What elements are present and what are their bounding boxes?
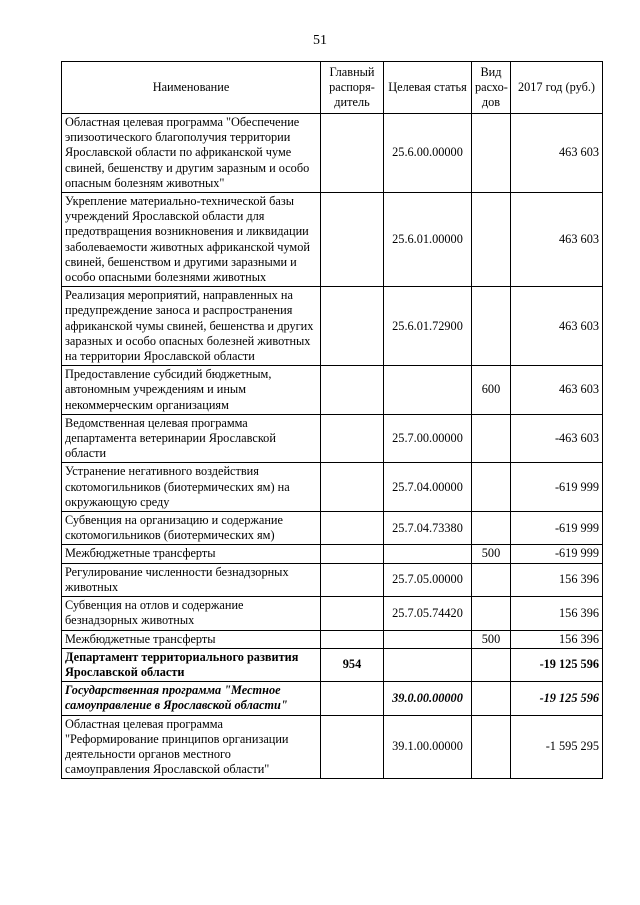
budget-table bbox=[61, 61, 603, 779]
table-row bbox=[62, 512, 603, 545]
cell-expense-type bbox=[472, 287, 511, 366]
table-row bbox=[62, 193, 603, 287]
cell-amount: -1 595 295 bbox=[511, 715, 603, 779]
table-row bbox=[62, 545, 603, 563]
cell-chief-admin bbox=[321, 287, 384, 366]
cell-amount: -19 125 596 bbox=[511, 682, 603, 715]
header-chief-admin: Главный распоря-дитель bbox=[321, 62, 384, 114]
cell-amount: -619 999 bbox=[511, 512, 603, 545]
header-name: Наименование bbox=[62, 62, 321, 114]
cell-amount: 463 603 bbox=[511, 287, 603, 366]
table-row bbox=[62, 682, 603, 715]
cell-target-article: 25.6.01.72900 bbox=[384, 287, 472, 366]
cell-chief-admin bbox=[321, 563, 384, 596]
cell-expense-type bbox=[472, 648, 511, 681]
cell-expense-type bbox=[472, 715, 511, 779]
cell-expense-type bbox=[472, 414, 511, 463]
cell-chief-admin bbox=[321, 193, 384, 287]
table-row bbox=[62, 597, 603, 630]
cell-chief-admin bbox=[321, 630, 384, 648]
cell-chief-admin bbox=[321, 715, 384, 779]
cell-chief-admin bbox=[321, 545, 384, 563]
cell-amount: 463 603 bbox=[511, 193, 603, 287]
cell-amount: 156 396 bbox=[511, 597, 603, 630]
cell-name: Государственная программа "Местное самоуправление в Ярославской области" bbox=[62, 682, 321, 715]
cell-target-article bbox=[384, 630, 472, 648]
cell-name: Межбюджетные трансферты bbox=[62, 545, 321, 563]
cell-name: Областная целевая программа "Реформирование принципов организации деятельности органов местного самоуправления Ярославской области" bbox=[62, 715, 321, 779]
cell-expense-type: 500 bbox=[472, 630, 511, 648]
table-row bbox=[62, 366, 603, 415]
cell-target-article: 39.0.00.00000 bbox=[384, 682, 472, 715]
table-row bbox=[62, 414, 603, 463]
cell-chief-admin: 954 bbox=[321, 648, 384, 681]
cell-target-article: 39.1.00.00000 bbox=[384, 715, 472, 779]
cell-target-article: 25.7.05.00000 bbox=[384, 563, 472, 596]
cell-expense-type bbox=[472, 463, 511, 512]
table-row bbox=[62, 715, 603, 779]
cell-name: Устранение негативного воздействия скотомогильников (биотермических ям) на окружающую среду bbox=[62, 463, 321, 512]
cell-expense-type bbox=[472, 512, 511, 545]
cell-name: Регулирование численности безнадзорных животных bbox=[62, 563, 321, 596]
cell-name: Реализация мероприятий, направленных на предупреждение заноса и распространения африканской чумы свиней, бешенства и других заразных и особо опасных болезней животных на территории Ярославской области bbox=[62, 287, 321, 366]
cell-expense-type bbox=[472, 193, 511, 287]
cell-chief-admin bbox=[321, 366, 384, 415]
cell-amount: 463 603 bbox=[511, 114, 603, 193]
cell-chief-admin bbox=[321, 682, 384, 715]
cell-target-article: 25.7.04.73380 bbox=[384, 512, 472, 545]
header-expense-type: Вид расхо-дов bbox=[472, 62, 511, 114]
cell-target-article: 25.7.04.00000 bbox=[384, 463, 472, 512]
table-row bbox=[62, 287, 603, 366]
cell-amount: -619 999 bbox=[511, 545, 603, 563]
cell-chief-admin bbox=[321, 512, 384, 545]
cell-name: Ведомственная целевая программа департамента ветеринарии Ярославской области bbox=[62, 414, 321, 463]
cell-expense-type bbox=[472, 563, 511, 596]
cell-name: Субвенция на организацию и содержание скотомогильников (биотермических ям) bbox=[62, 512, 321, 545]
cell-amount: 156 396 bbox=[511, 630, 603, 648]
cell-target-article: 25.6.01.00000 bbox=[384, 193, 472, 287]
cell-chief-admin bbox=[321, 414, 384, 463]
cell-chief-admin bbox=[321, 463, 384, 512]
cell-name: Предоставление субсидий бюджетным, автономным учреждениям и иным некоммерческим организациям bbox=[62, 366, 321, 415]
cell-amount: -463 603 bbox=[511, 414, 603, 463]
cell-target-article: 25.7.05.74420 bbox=[384, 597, 472, 630]
cell-name: Областная целевая программа "Обеспечение эпизоотического благополучия территории Ярославской области по африканской чуме свиней, бешенству и другим заразным и особо опасным болезням животных" bbox=[62, 114, 321, 193]
table-row bbox=[62, 114, 603, 193]
cell-expense-type: 600 bbox=[472, 366, 511, 415]
cell-target-article: 25.6.00.00000 bbox=[384, 114, 472, 193]
cell-chief-admin bbox=[321, 597, 384, 630]
cell-target-article bbox=[384, 545, 472, 563]
cell-amount: 156 396 bbox=[511, 563, 603, 596]
cell-amount: 463 603 bbox=[511, 366, 603, 415]
cell-expense-type bbox=[472, 597, 511, 630]
table-row bbox=[62, 630, 603, 648]
table-row bbox=[62, 563, 603, 596]
cell-name: Межбюджетные трансферты bbox=[62, 630, 321, 648]
cell-target-article: 25.7.00.00000 bbox=[384, 414, 472, 463]
cell-target-article bbox=[384, 648, 472, 681]
cell-chief-admin bbox=[321, 114, 384, 193]
cell-expense-type: 500 bbox=[472, 545, 511, 563]
cell-target-article bbox=[384, 366, 472, 415]
cell-expense-type bbox=[472, 114, 511, 193]
cell-amount: -619 999 bbox=[511, 463, 603, 512]
header-target-article: Целевая статья bbox=[384, 62, 472, 114]
cell-name: Укрепление материально-технической базы учреждений Ярославской области для предотвращения возникновения и ликвидации заболеваемости животных африканской чумой свиней, бешенством и другими заразными и особо опасными болезнями животных bbox=[62, 193, 321, 287]
cell-expense-type bbox=[472, 682, 511, 715]
table-row bbox=[62, 648, 603, 681]
table-row bbox=[62, 463, 603, 512]
header-amount: 2017 год (руб.) bbox=[511, 62, 603, 114]
cell-name: Департамент территориального развития Ярославской области bbox=[62, 648, 321, 681]
cell-name: Субвенция на отлов и содержание безнадзорных животных bbox=[62, 597, 321, 630]
table-header-row bbox=[62, 62, 603, 114]
page-number: 51 bbox=[313, 33, 327, 48]
cell-amount: -19 125 596 bbox=[511, 648, 603, 681]
